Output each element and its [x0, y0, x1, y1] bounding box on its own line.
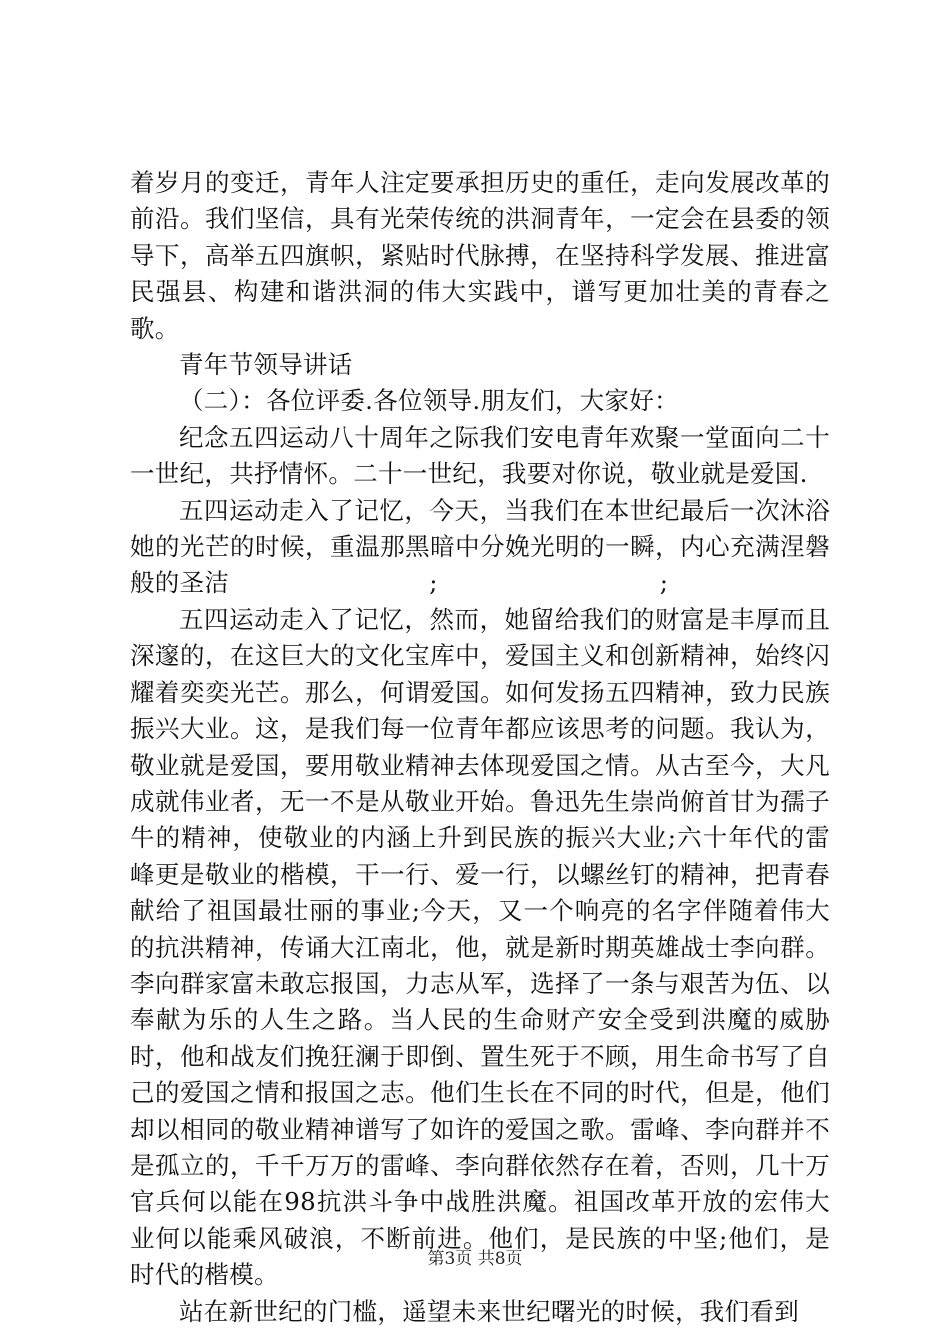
- paragraph-main: 五四运动走入了记忆，然而，她留给我们的财富是丰厚而且深邃的，在这巨大的文化宝库中，爱国主义和创新精神，始终闪耀着奕奕光芒。那么，何谓爱国。如何发扬五四精神，致力民族振兴大业。这，是我们每一位青年都应该思考的问题。我认为，敬业就是爱国，要用敬业精神去体现爱国之情。从古至今，大凡成就伟业者，无一不是从敬业开始。鲁迅先生崇尚俯首甘为孺子牛的精神，使敬业的内涵上升到民族的振兴大业;六十年代的雷峰更是敬业的楷模，干一行、爱一行，以螺丝钉的精神，把青春献给了祖国最壮丽的事业;今天，又一个响亮的名字伴随着伟大的抗洪精神，传诵大江南北，他，就是新时期英雄战士李向群。李向群家富未敢忘报国，力志从军，选择了一条与艰苦为伍、以奉献为乐的人生之路。当人民的生命财产安全受到洪魔的威胁时，他和战友们挽狂澜于即倒、置生死于不顾，用生命书写了自己的爱国之情和报国之志。他们生长在不同的时代，但是，他们却以相同的敬业精神谱写了如许的爱国之歌。雷峰、李向群并不是孤立的，千千万万的雷峰、李向群依然存在着，否则，几十万官兵何以能在98抗洪斗争中战胜洪魔。祖国改革开放的宏伟大业何以能乘风破浪，不断前进。他们，是民族的中坚;他们，是时代的楷模。: [130, 604, 830, 1290]
- paragraph-memory: [130, 493, 830, 602]
- paragraph-closing: 站在新世纪的门槛，遥望未来世纪曙光的时候，我们看到: [179, 1296, 799, 1326]
- paragraph-memory-text: 五四运动走入了记忆，今天，当我们在本世纪最后一次沐浴她的光芒的时候，重温那黑暗中分娩光明的一瞬，内心充满涅磐般的圣洁: [130, 495, 830, 598]
- paragraph-intro: 纪念五四运动八十周年之际我们安电青年欢聚一堂面向二十一世纪，共抒情怀。二十一世纪，我要对你说，敬业就是爱国.: [130, 422, 830, 489]
- semicolon-2: ;: [659, 568, 669, 598]
- document-body: [130, 165, 830, 1330]
- section-title: 青年节领导讲话: [179, 350, 353, 380]
- salutation: （二）：各位评委.各位领导.朋友们，大家好：: [179, 386, 679, 416]
- semicolon-1: ;: [429, 568, 438, 598]
- page-footer: 第3页 共8页: [427, 1249, 523, 1269]
- paragraph-continuation: 着岁月的变迁，青年人注定要承担历史的重任，走向发展改革的前沿。我们坚信，具有光荣传统的洪洞青年，一定会在县委的领导下，高举五四旗帜，紧贴时代脉搏，在坚持科学发展、推进富民强县、构建和谐洪洞的伟大实践中，谱写更加壮美的青春之歌。: [130, 168, 830, 343]
